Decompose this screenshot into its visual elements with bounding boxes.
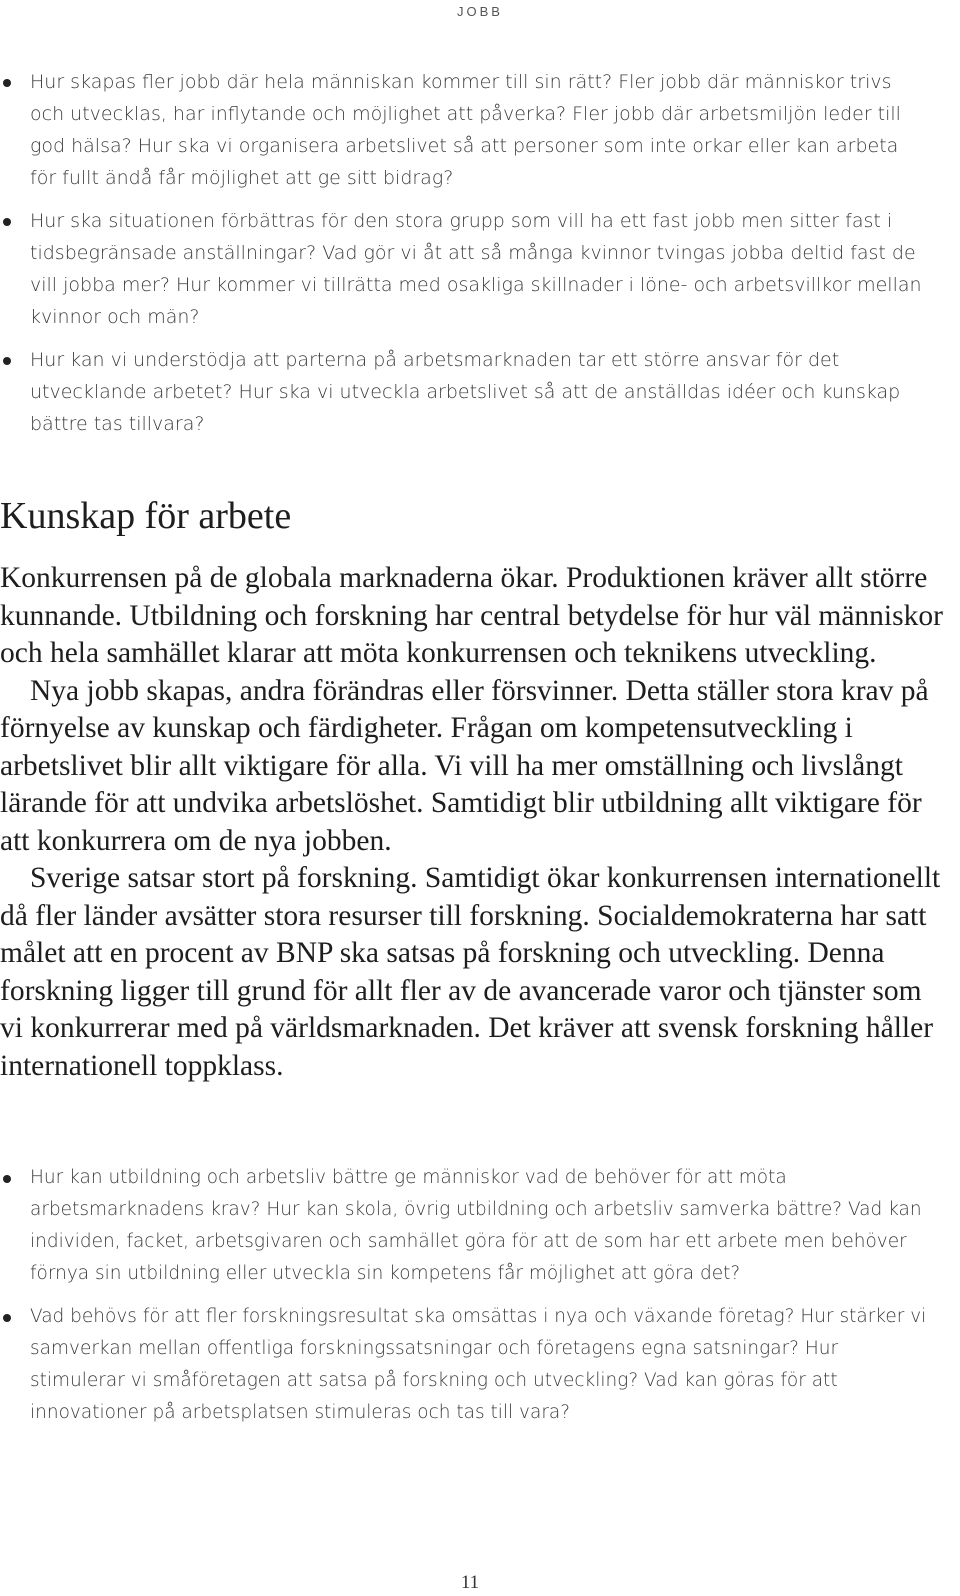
paragraph: Konkurrensen på de globala marknaderna ökar. Produktionen kräver allt större kunnande. Utbildning och forskning har central betydelse för hur väl människor och hela samhället klarar att möta konkurrensen och teknikens utveckling.: [0, 562, 943, 669]
section-heading: Kunskap för arbete: [0, 495, 292, 537]
list-item: [0, 1162, 930, 1290]
list-item: [0, 205, 930, 333]
list-item: [0, 66, 930, 194]
page-number: 11: [460, 1572, 480, 1593]
list-item-text: Hur skapas fler jobb där hela människan kommer till sin rätt? Fler jobb där människor trivs och utvecklas, har inflytande och möjlighet att påverka? Fler jobb där arbetsmiljön leder till god hälsa? Hur ska vi organisera arbetslivet så att personer som inte orkar eller kan arbeta för fullt ändå får möjlighet att ge sitt bidrag?: [30, 71, 901, 189]
running-header: JOBB: [457, 4, 503, 19]
bullet-icon: [3, 79, 11, 87]
bullet-icon: [3, 1314, 11, 1322]
list-item-text: Vad behövs för att fler forskningsresultat ska omsättas i nya och växande företag? Hur stärker vi samverkan mellan offentliga forskningssatsningar och företagens egna satsningar? Hur stimulerar vi småföretagen att satsa på forskning och utveckling? Vad kan göras för att innovationer på arbetsplatsen stimuleras och tas till vara?: [30, 1306, 927, 1423]
bullet-icon: [3, 218, 11, 226]
paragraph: Nya jobb skapas, andra förändras eller försvinner. Detta ställer stora krav på förnyelse av kunskap och färdigheter. Frågan om kompetensutveckling i arbetslivet blir allt viktigare för alla. Vi vill ha mer omställning och livslångt lärande för att undvika arbetslöshet. Samtidigt blir utbildning allt viktigare för att konkurrera om de nya jobben.: [0, 674, 929, 857]
list-item-text: Hur kan vi understödja att parterna på arbetsmarknaden tar ett större ansvar för det utvecklande arbetet? Hur ska vi utveckla arbetslivet så att de anställdas idéer och kunskap bättre tas tillvara?: [30, 349, 901, 435]
list-item: [0, 344, 930, 440]
list-item-text: Hur ska situationen förbättras för den stora grupp som vill ha ett fast jobb men sitter fast i tidsbegränsade anställningar? Vad gör vi åt att så många kvinnor tvingas jobba deltid fast de vill jobba mer? Hur kommer vi tillrätta med osakliga skillnader i löne- och arbetsvillkor mellan kvinnor och män?: [30, 210, 922, 328]
paragraph: Sverige satsar stort på forskning. Samtidigt ökar konkurrensen internationellt då fler länder avsätter stora resurser till forskning. Socialdemokraterna har satt målet att en procent av BNP ska satsas på forskning och utveckling. Denna forskning ligger till grund för allt fler av de avancerade varor och tjänster som vi konkurrerar med på världsmarknaden. Det kräver att svensk forskning håller internationell toppklass.: [0, 862, 941, 1082]
bullet-icon: [3, 357, 11, 365]
question-list-work-environment: [0, 66, 930, 440]
list-item-text: Hur kan utbildning och arbetsliv bättre ge människor vad de behöver för att möta arbetsmarknadens krav? Hur kan skola, övrig utbildning och arbetsliv samverka bättre? Vad kan individen, facket, arbetsgivaren och samhället göra för att de som har ett arbete men behöver förnya sin utbildning eller utveckla sin kompetens får möjlighet att göra det?: [30, 1167, 922, 1284]
question-list-knowledge: [0, 1162, 930, 1429]
list-item: [0, 1301, 930, 1429]
section-body: [0, 560, 945, 1085]
bullet-icon: [3, 1175, 11, 1183]
